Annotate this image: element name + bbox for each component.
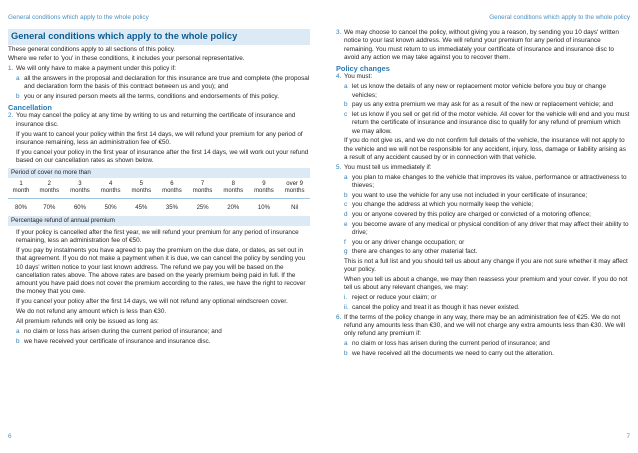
percent-cell: 50% [104, 204, 117, 211]
period-cell: 2 months [34, 178, 65, 198]
roman-item [336, 304, 630, 312]
condition-paragraph: All premium refunds will only be issued as long as: [16, 318, 159, 326]
period-cell: 9 months [249, 178, 280, 198]
condition-number: 1. [8, 65, 14, 73]
percent-cell: 60% [73, 204, 86, 211]
sub-text: let us know the details of any new or replacement motor vehicle before you buy or change vehicles; [352, 83, 606, 99]
sub-text: you or any driver change occupation; or [352, 238, 465, 246]
roman-item [336, 294, 630, 302]
roman-numeral: ii. [344, 304, 349, 312]
sub-text: pay us any extra premium we may ask for as a result of the new or replacement vehicle; and [352, 101, 614, 109]
percent-cell: 20% [227, 204, 240, 211]
condition-paragraph: If you want to cancel your policy within the first 14 days, we will refund your premium for any period of insurance remaining, less an administration fee of €50. [16, 130, 303, 146]
sub-letter: a [344, 340, 348, 348]
condition-paragraph: If you do not give us, and we do not confirm full details of the vehicle, the insurance will not apply to the vehicle and we will not be responsible for any accident, injury, loss, damage or liability arising as a result of any accident caused by or in connection with that vehicle. [344, 137, 626, 161]
page-number-right: 7 [626, 433, 630, 440]
condition-number: 4. [336, 73, 342, 81]
period-cell: 8 months [218, 178, 249, 198]
sub-text: you want to use the vehicle for any use not included in your certificate of insurance; [352, 191, 588, 199]
sub-item [8, 75, 310, 92]
sub-text: you change the address at which you normally keep the vehicle; [352, 201, 534, 209]
condition-text: We may choose to cancel the policy, without giving you a reason, by sending you 10 days' written notice to your last known address. We will refund your premium for any period of insurance remaining. You must return to us immediately your certificate of insurance and insurance disc to avoid any action we may take against you to recover them. [344, 29, 619, 61]
sub-text: all the answers in the proposal and declaration for this insurance are true and complete (the proposal and declaration form the basis of this contract between us and you); and [24, 75, 310, 91]
percent-cell: Nil [291, 204, 299, 211]
sub-item [336, 350, 630, 358]
roman-text: reject or reduce your claim; or [352, 294, 437, 302]
table-caption-bottom: Percentage refund of annual premium [8, 216, 310, 226]
sub-item [336, 101, 630, 109]
sub-item [336, 340, 630, 348]
condition-number: 6. [336, 313, 342, 321]
sub-text: let us know if you sell or get rid of the motor vehicle. All cover for the vehicle will end and you must return the certificate of insurance and insurance disc to qualify for any refund of premium which we may allow. [352, 110, 630, 135]
sub-text: you become aware of any medical or physical condition of any driver that may affect their ability to drive; [352, 220, 629, 236]
period-cell: 7 months [187, 178, 218, 198]
right-column [336, 29, 630, 360]
period-row [8, 178, 310, 198]
condition-1 [8, 65, 310, 73]
sub-item [336, 201, 630, 209]
page-number-left: 6 [8, 433, 12, 440]
condition-text: You must: [344, 73, 373, 81]
sub-item [8, 93, 310, 101]
running-header-right: General conditions which apply to the whole policy [489, 14, 630, 21]
sub-letter: b [344, 349, 348, 357]
cancellation-heading: Cancellation [8, 102, 52, 112]
running-header-left: General conditions which apply to the whole policy [8, 14, 149, 21]
sub-letter: e [344, 220, 348, 228]
sub-letter: b [16, 93, 20, 101]
sub-letter: a [344, 83, 348, 91]
condition-text: If the terms of the policy change in any way, there may be an administration fee of €25. We do not refund any amounts less than €30, and we will not charge any extra amounts less than €30. We will only refund any premium if: [344, 313, 625, 338]
sub-item [336, 248, 630, 256]
condition-5 [336, 164, 630, 172]
percent-cell: 70% [43, 204, 56, 211]
intro-paragraph: Where we refer to 'you' in these conditions, it includes your personal representative. [8, 55, 245, 63]
sub-letter: b [344, 191, 348, 199]
sub-item [8, 338, 310, 346]
intro-paragraph: These general conditions apply to all sections of this policy. [8, 45, 176, 53]
condition-paragraph: This is not a full list and you should tell us about any change if you are not sure whether it may affect your policy. [344, 258, 628, 274]
percent-cell: 45% [135, 204, 148, 211]
sub-letter: g [344, 248, 348, 256]
sub-item [336, 211, 630, 219]
condition-text: You may cancel the policy at any time by writing to us and returning the certificate of insurance and insurance disc. [16, 112, 296, 128]
condition-paragraph: When you tell us about a change, we may then reassess your premium and your cover. If you do not tell us about any relevant changes, we may: [344, 276, 628, 292]
period-cell: 4 months [95, 178, 126, 198]
percent-row [8, 198, 310, 216]
sub-item [336, 192, 630, 200]
roman-text: cancel the policy and treat it as though it has never existed. [352, 304, 520, 312]
condition-2 [8, 112, 310, 129]
sub-item [336, 83, 630, 100]
sub-item [336, 221, 630, 238]
sub-text: you or anyone covered by this policy are charged or convicted of a motoring offence; [352, 210, 591, 218]
sub-letter: a [344, 173, 348, 181]
sub-text: no claim or loss has arisen during the current period of insurance; and [352, 340, 550, 348]
sub-item [8, 328, 310, 336]
period-cell: 1 month [8, 178, 34, 198]
cancellation-rates-table [8, 168, 310, 225]
sub-text: you or any insured person meets all the terms, conditions and endorsements of this policy. [24, 93, 279, 101]
condition-paragraph: If your policy is cancelled after the first year, we will refund your premium for any period of insurance remaining, less an administration fee of €50. [16, 228, 299, 245]
sub-item [336, 111, 630, 136]
sub-text: we have received your certificate of insurance and insurance disc. [24, 337, 211, 345]
period-cell: over 9 months [279, 178, 310, 198]
percent-cell: 25% [196, 204, 209, 211]
page-title: General conditions which apply to the whole policy [8, 29, 310, 45]
sub-letter: d [344, 210, 348, 218]
condition-paragraph: If you pay by instalments you have agreed to pay the premium on the due date, or dates, as set out in that agreement. If you do not make a payment when it is due, we can cancel the policy by sending you 10 days' written notice to your last known address. The refund we pay you will be based on the cancellation rates above. The above rates are based on the yearly premium being paid in full. If the amount you have paid does not cover the premium according to the rates, we have the right to recover the money that you owe. [16, 246, 306, 296]
roman-numeral: i. [344, 294, 348, 302]
left-column [8, 29, 310, 347]
sub-letter: a [16, 328, 20, 336]
sub-letter: b [344, 101, 348, 109]
condition-number: 3. [336, 29, 342, 36]
sub-text: you plan to make changes to the vehicle that improves its value, performance or attractiveness to thieves; [352, 173, 627, 189]
sub-text: we have received all the documents we need to carry out the alteration. [352, 349, 554, 357]
sub-letter: c [344, 110, 348, 118]
condition-number: 5. [336, 163, 342, 171]
percent-cell: 35% [165, 204, 178, 211]
condition-number: 2. [8, 112, 14, 120]
sub-letter: f [344, 238, 346, 246]
period-cell: 5 months [126, 178, 157, 198]
table-caption-top: Period of cover no more than [8, 168, 310, 178]
sub-text: there are changes to any other material fact. [352, 248, 478, 256]
sub-letter: b [16, 337, 20, 345]
condition-text: We will only have to make a payment under this policy if: [16, 65, 177, 73]
right-page [319, 0, 638, 453]
sub-item [336, 239, 630, 247]
period-cell: 3 months [65, 178, 96, 198]
condition-text: You must tell us immediately if: [344, 163, 432, 171]
period-cell: 6 months [157, 178, 188, 198]
condition-paragraph: If you cancel your policy in the first year of insurance after the first 14 days, we will work out your refund based on our cancellation rates as shown below. [16, 148, 309, 165]
condition-4 [336, 73, 630, 81]
condition-paragraph: If you cancel your policy after the first 14 days, we will not refund any optional windscreen cover. [16, 298, 288, 306]
condition-6 [336, 314, 630, 339]
sub-letter: a [16, 75, 20, 83]
policy-changes-heading: Policy changes [336, 63, 390, 73]
condition-3 [336, 29, 630, 62]
percent-cell: 10% [257, 204, 270, 211]
sub-item [336, 174, 630, 191]
condition-paragraph: We do not refund any amount which is less than €30. [16, 308, 167, 316]
percent-cell: 80% [14, 204, 27, 211]
sub-letter: c [344, 201, 348, 209]
sub-text: no claim or loss has arisen during the current period of insurance; and [24, 328, 222, 336]
